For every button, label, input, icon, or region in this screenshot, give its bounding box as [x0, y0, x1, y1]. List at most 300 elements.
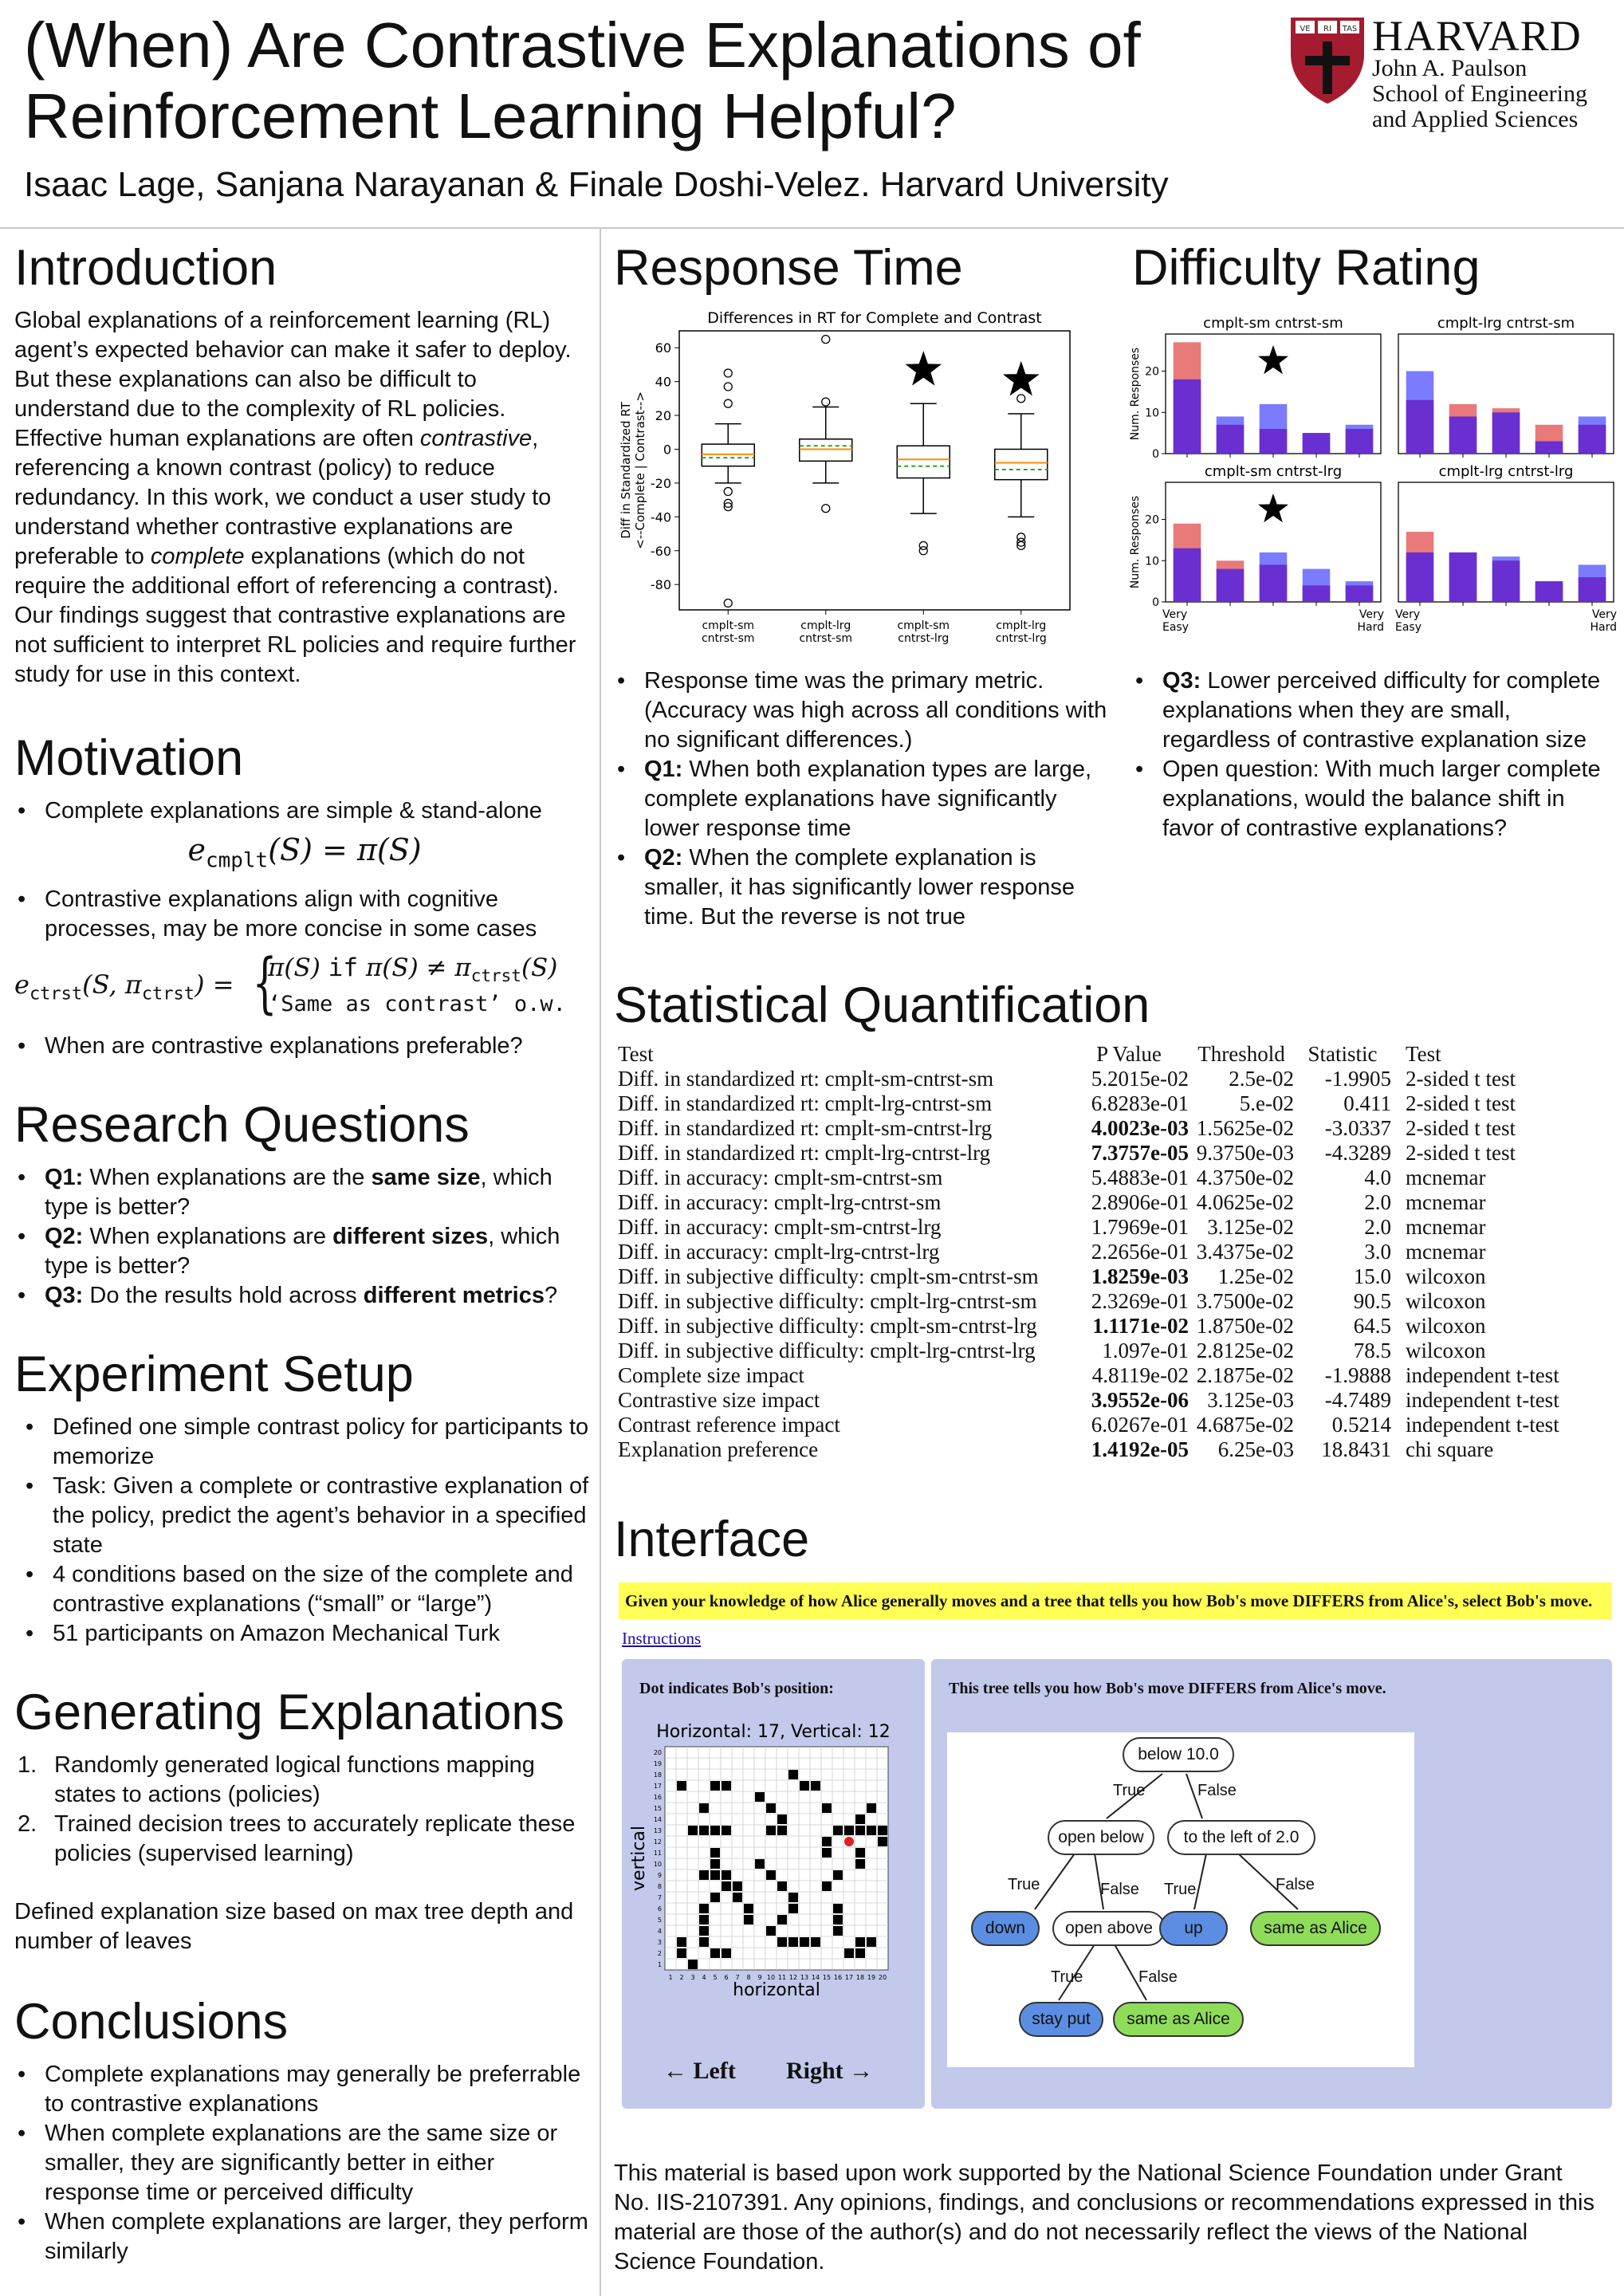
bar-complete [1449, 416, 1477, 454]
table-cell-statistic: -4.3289 [1324, 1141, 1391, 1165]
bar-complete [1579, 425, 1606, 454]
stat-col-test: Test [618, 1042, 654, 1066]
blocked-cell [766, 1870, 776, 1880]
grid-x-label: 12 [788, 1974, 798, 1981]
blocked-cell [855, 1859, 865, 1869]
text-segment: Lower perceived difficulty for complete explanations when they are small, regardless of contrastive explanation size [1162, 668, 1601, 753]
x-tick-label: cmplt-lrg [996, 619, 1047, 632]
tree-leaf-same-1: same as Alice [1250, 1911, 1381, 1946]
grid-x-label: 3 [690, 1974, 695, 1981]
shield-book-1: VE [1300, 25, 1311, 33]
text-segment: explanations (which do not require the additional effort of referencing a contrast). Our findings suggest that contrastive explanations are not sufficient to interpret RL policies and require further study for use in this context. [14, 544, 576, 687]
blocked-cell [788, 1904, 798, 1913]
table-cell-threshold: 1.5625e-02 [1196, 1116, 1294, 1140]
blocked-cell [710, 1781, 720, 1791]
bob-position-dot [844, 1837, 854, 1846]
blocked-cell [699, 1803, 709, 1813]
tree-node-root: below 10.0 [1123, 1737, 1234, 1772]
blocked-cell [855, 1826, 865, 1835]
gen-item-1: 1. Randomly generated logical functions mapping states to actions (policies) [18, 1751, 535, 1807]
box-flier [724, 399, 732, 407]
significance-star [1003, 361, 1040, 396]
table-cell-test: Diff. in standardized rt: cmplt-sm-cntrst-sm [618, 1067, 994, 1091]
y-tick-label: 0 [663, 442, 671, 458]
y-tick-label: 40 [655, 374, 671, 390]
text-segment: complete [150, 544, 245, 569]
table-cell-kind: independent t-test [1406, 1363, 1559, 1387]
blocked-cell [710, 1893, 720, 1902]
table-cell-p: 1.4192e-05 [1091, 1437, 1189, 1461]
table-cell-p: 1.1171e-02 [1092, 1314, 1189, 1338]
table-cell-threshold: 1.25e-02 [1217, 1264, 1294, 1288]
generating-explanations-section [14, 1684, 595, 1956]
text-segment: Q1: [644, 757, 683, 782]
table-cell-statistic: 15.0 [1353, 1264, 1391, 1288]
instructions-link[interactable]: Instructions [622, 1629, 702, 1648]
y-tick-label: 10 [1145, 407, 1159, 420]
box-flier [822, 398, 830, 406]
blocked-cell [844, 1948, 854, 1958]
grid-title: Horizontal: 17, Vertical: 12 [656, 1722, 891, 1742]
task-banner: Given your knowledge of how Alice generally moves and a tree that tells you how Bob's move DIFFERS from Alice's, select Bob's move. [619, 1582, 1612, 1619]
table-cell-threshold: 6.25e-03 [1217, 1437, 1294, 1461]
table-cell-threshold: 1.8750e-02 [1196, 1314, 1294, 1338]
grid-x-label: 2 [679, 1974, 684, 1981]
tree-panel [931, 1659, 1612, 2109]
table-cell-p: 1.7969e-01 [1091, 1215, 1189, 1239]
grid-y-label: 20 [653, 1749, 662, 1756]
text-segment: Response time was the primary metric. (Accuracy was high across all conditions with no significant differences.) [644, 668, 1107, 753]
bar-complete [1260, 564, 1288, 602]
panel-title: cmplt-lrg cntrst-lrg [1438, 463, 1574, 480]
table-cell-threshold: 3.7500e-02 [1196, 1289, 1294, 1313]
box-flier [1017, 395, 1025, 403]
gen-item-2: 2. Trained decision trees to accurately replicate these policies (supervised learning) [18, 1810, 576, 1866]
blocked-cell [788, 1770, 798, 1779]
tree-panel-title: This tree tells you how Bob's move DIFFERS from Alice's move. [949, 1680, 1386, 1697]
blocked-cell [788, 1937, 798, 1947]
introduction-section [14, 239, 595, 690]
table-cell-p: 6.8283e-01 [1091, 1091, 1189, 1115]
table-cell-statistic: 64.5 [1353, 1314, 1391, 1338]
table-cell-p: 2.3269e-01 [1091, 1289, 1189, 1313]
table-cell-p: 4.8119e-02 [1091, 1363, 1189, 1387]
x-tick-label: Very [1162, 608, 1188, 621]
table-cell-statistic: -1.9888 [1324, 1363, 1391, 1387]
blocked-cell [688, 1960, 698, 1969]
y-tick-label: -40 [650, 509, 671, 525]
setup-item: • 51 participants on Amazon Mechanical Turk [22, 1619, 595, 1649]
interface-heading: Interface [614, 1512, 810, 1567]
table-cell-kind: 2-sided t test [1406, 1141, 1516, 1165]
grid-x-label: 17 [844, 1974, 854, 1981]
table-cell-statistic: 78.5 [1353, 1339, 1391, 1362]
table-cell-test: Diff. in subjective difficulty: cmplt-lrg-cntrst-lrg [618, 1339, 1036, 1362]
motivation-bullet-3: • When are contrastive explanations preferable? [14, 1032, 595, 1061]
table-cell-statistic: 90.5 [1353, 1289, 1391, 1313]
gen-note: Defined explanation size based on max tree depth and number of leaves [14, 1898, 574, 1954]
table-row [618, 1190, 1559, 1215]
x-tick-label: cmplt-lrg [800, 619, 851, 632]
table-cell-test: Diff. in standardized rt: cmplt-sm-cntrst-lrg [618, 1116, 993, 1140]
table-cell-statistic: 0.5214 [1331, 1413, 1391, 1437]
table-cell-p: 3.9552e-06 [1091, 1388, 1189, 1412]
table-cell-threshold: 4.6875e-02 [1196, 1413, 1294, 1437]
grid-y-label: 16 [653, 1794, 662, 1801]
grid-y-label: 5 [657, 1917, 662, 1924]
bar-complete [1260, 429, 1288, 454]
x-tick-label: Easy [1162, 621, 1189, 634]
blocked-cell [744, 1904, 753, 1913]
blocked-cell [733, 1881, 742, 1891]
table-cell-threshold: 2.5e-02 [1229, 1067, 1294, 1091]
grid-y-label: 2 [657, 1950, 662, 1957]
bar-complete [1217, 425, 1245, 454]
y-axis-label: Diff in Standardized RT [619, 402, 633, 539]
shield-book-3: TAS [1342, 25, 1358, 33]
bar-complete [1579, 577, 1606, 602]
table-cell-threshold: 2.8125e-02 [1196, 1339, 1294, 1362]
bar-complete [1536, 441, 1563, 454]
table-cell-kind: mcnemar [1406, 1166, 1486, 1189]
table-row [618, 1166, 1559, 1190]
blocked-cell [677, 1948, 686, 1958]
setup-item: • Defined one simple contrast policy for participants to memorize [22, 1413, 595, 1472]
table-cell-p: 7.3757e-05 [1091, 1141, 1189, 1165]
bar-complete [1174, 379, 1201, 454]
panel-title: cmplt-sm cntrst-sm [1203, 315, 1343, 332]
grid-y-label: 10 [653, 1861, 662, 1868]
bar-complete [1406, 400, 1434, 454]
blocked-cell [800, 1781, 809, 1791]
grid-x-axis-label: horizontal [733, 1980, 820, 2000]
rt-bullet-1 [614, 666, 1108, 755]
x-tick-label: cntrst-sm [701, 632, 755, 645]
rq-item-3 [14, 1281, 595, 1311]
table-cell-statistic: 2.0 [1364, 1215, 1391, 1239]
rt-bullet-2 [614, 755, 1108, 843]
grid-panel [622, 1659, 925, 2109]
y-tick-label: 20 [655, 408, 671, 424]
blocked-cell [777, 1915, 787, 1924]
blocked-cell [777, 1814, 787, 1824]
diff-bullet-2 [1132, 755, 1610, 843]
stat-col-threshold: Threshold [1197, 1042, 1285, 1066]
x-tick-label: cmplt-sm [897, 619, 950, 632]
table-cell-test: Explanation preference [618, 1437, 819, 1461]
shield-book-2: RI [1323, 25, 1331, 33]
plot-frame [679, 331, 1070, 610]
bar-complete [1217, 569, 1245, 602]
table-cell-test: Contrast reference impact [618, 1413, 840, 1437]
table-cell-kind: mcnemar [1406, 1240, 1486, 1264]
blocked-cell [722, 1870, 731, 1880]
blocked-cell [777, 1826, 787, 1835]
table-row [618, 1314, 1559, 1339]
research-questions-heading: Research Questions [14, 1096, 470, 1153]
conclusion-item: • When complete explanations are the same size or smaller, they are significantly better in either response time or perceived difficulty [14, 2119, 595, 2208]
bob-position-grid [622, 1715, 925, 2050]
decision-tree [947, 1732, 1414, 2067]
table-cell-test: Diff. in accuracy: cmplt-lrg-cntrst-lrg [618, 1240, 940, 1264]
table-row [618, 1116, 1559, 1141]
text-segment: , referencing a known contrast (policy) to reduce redundancy. In this work, we conduct a user study to understand whether contrastive explanations are preferable to [14, 426, 552, 569]
motivation-section [14, 729, 595, 1061]
table-cell-statistic: 2.0 [1364, 1190, 1391, 1214]
conclusions-heading: Conclusions [14, 1993, 289, 2050]
blocked-cell [867, 1803, 876, 1813]
table-cell-threshold: 9.3750e-03 [1196, 1141, 1294, 1165]
statistical-heading: Statistical Quantification [614, 977, 1150, 1033]
blocked-cell [755, 1859, 765, 1869]
experiment-setup-section [14, 1346, 595, 1649]
blocked-cell [811, 1781, 820, 1791]
blocked-cell [744, 1915, 753, 1924]
x-tick-label: Easy [1395, 621, 1422, 634]
equation-complete: $e_{cmplt}(S) = \pi(S)$ [187, 832, 422, 873]
tree-node-open-above: open above [1052, 1911, 1166, 1946]
poster-title: (When) Are Contrastive Explanations of Reinforcement Learning Helpful? [24, 10, 1141, 151]
box-flier [724, 488, 732, 496]
edge-label-true: True [1164, 1881, 1197, 1898]
blocked-cell [699, 1915, 709, 1924]
y-tick-label: -20 [650, 475, 671, 491]
blocked-cell [710, 1848, 720, 1858]
x-tick-label: Very [1591, 608, 1617, 621]
grid-x-label: 1 [668, 1974, 673, 1981]
text-segment: same size [371, 1164, 481, 1190]
x-tick-label: Very [1395, 608, 1421, 621]
header-divider [0, 227, 1624, 229]
table-cell-kind: independent t-test [1406, 1388, 1559, 1412]
table-cell-statistic: -1.9905 [1324, 1067, 1391, 1091]
bar-complete [1406, 552, 1434, 602]
table-cell-kind: 2-sided t test [1406, 1067, 1516, 1091]
grid-x-label: 7 [735, 1974, 740, 1981]
statistical-table [618, 1042, 1559, 1462]
bar-complete [1174, 548, 1201, 602]
edge-label-true: True [1008, 1876, 1040, 1893]
table-cell-p: 1.097e-01 [1102, 1339, 1189, 1362]
table-cell-kind: 2-sided t test [1406, 1116, 1516, 1140]
diff-bullet-1 [1132, 666, 1610, 755]
blocked-cell [855, 1814, 865, 1824]
blocked-cell [878, 1837, 887, 1846]
conclusions-section [14, 1993, 595, 2267]
table-cell-kind: chi square [1406, 1437, 1494, 1461]
y-tick-label: 20 [1145, 365, 1159, 379]
grid-y-label: 1 [657, 1961, 662, 1968]
blocked-cell [677, 1937, 686, 1947]
introduction-heading: Introduction [14, 240, 277, 296]
table-cell-threshold: 5.e-02 [1239, 1091, 1294, 1115]
motivation-heading: Motivation [14, 730, 244, 786]
grid-y-label: 12 [653, 1838, 662, 1846]
grid-x-label: 16 [833, 1974, 843, 1981]
box-body [995, 449, 1048, 479]
harvard-logo [1288, 12, 1614, 132]
table-cell-p: 6.0267e-01 [1091, 1413, 1189, 1437]
panel-title: cmplt-lrg cntrst-sm [1437, 315, 1575, 332]
x-tick-label: Hard [1590, 621, 1617, 634]
grid-y-label: 3 [657, 1939, 662, 1946]
table-cell-statistic: -4.7489 [1324, 1388, 1391, 1412]
table-cell-threshold: 3.125e-03 [1207, 1388, 1294, 1412]
text-segment: When both explanation types are large, complete explanations have significantly lower response time [644, 757, 1091, 841]
stat-header-row [618, 1042, 1559, 1067]
blocked-cell [811, 1937, 820, 1947]
difficulty-bar-charts [1127, 307, 1622, 658]
table-cell-test: Diff. in subjective difficulty: cmplt-sm-cntrst-lrg [618, 1314, 1037, 1338]
table-cell-threshold: 2.1875e-02 [1196, 1363, 1294, 1387]
blocked-cell [766, 1826, 776, 1835]
table-cell-threshold: 4.0625e-02 [1196, 1190, 1294, 1214]
tree-leaf-same-2: same as Alice [1113, 2002, 1244, 2037]
text-segment: ? [544, 1282, 558, 1308]
motivation-bullet-2: • Contrastive explanations align with cognitive processes, may be more concise in some cases [14, 885, 595, 944]
bar-complete [1303, 433, 1331, 454]
box-flier [724, 369, 732, 377]
grid-x-label: 9 [757, 1974, 762, 1981]
grid-x-label: 6 [724, 1974, 729, 1981]
blocked-cell [677, 1781, 686, 1791]
table-cell-p: 5.2015e-02 [1091, 1067, 1189, 1091]
bar-complete [1492, 412, 1520, 454]
edge-label-false: False [1276, 1876, 1315, 1893]
blocked-cell [833, 1926, 843, 1936]
text-segment: When explanations are the [83, 1164, 372, 1190]
table-row [618, 1240, 1559, 1264]
table-cell-threshold: 4.3750e-02 [1196, 1166, 1294, 1189]
table-cell-kind: wilcoxon [1406, 1339, 1486, 1362]
blocked-cell [855, 1937, 865, 1947]
y-axis-label: <--Complete | Contrast--> [633, 391, 647, 549]
box-flier [724, 383, 732, 391]
edge-label-false: False [1138, 1968, 1178, 1986]
table-row [618, 1067, 1559, 1091]
table-cell-p: 2.8906e-01 [1091, 1190, 1189, 1214]
grid-y-label: 6 [657, 1905, 662, 1913]
y-tick-label: -60 [650, 543, 671, 559]
box-flier [919, 547, 927, 555]
grid-x-label: 18 [855, 1974, 865, 1981]
blocked-cell [822, 1848, 832, 1858]
edge-label-false: False [1197, 1782, 1237, 1799]
table-cell-test: Diff. in standardized rt: cmplt-lrg-cntrst-sm [618, 1091, 993, 1115]
left-column [14, 239, 595, 2267]
blocked-cell [822, 1837, 832, 1846]
x-tick-label: cntrst-sm [799, 632, 853, 645]
blocked-cell [800, 1937, 809, 1947]
x-tick-label: Hard [1357, 621, 1384, 634]
text-segment: Q3: [45, 1282, 84, 1308]
edge-label-true: True [1051, 1968, 1083, 1986]
table-cell-test: Diff. in accuracy: cmplt-sm-cntrst-lrg [618, 1215, 942, 1239]
grid-y-axis-label: vertical [629, 1825, 649, 1892]
table-cell-kind: wilcoxon [1406, 1289, 1486, 1313]
difficulty-bullets [1132, 666, 1610, 843]
table-row [618, 1264, 1559, 1289]
blocked-cell [710, 1826, 720, 1835]
table-cell-statistic: 0.411 [1343, 1091, 1391, 1115]
text-segment: Q2: [644, 845, 683, 871]
grid-y-label: 8 [657, 1883, 662, 1890]
conclusion-item: • When complete explanations are larger, they perform similarly [14, 2208, 595, 2267]
table-row [618, 1413, 1559, 1437]
table-cell-statistic: 4.0 [1364, 1166, 1391, 1189]
text-segment: , which type is better? [45, 1164, 552, 1220]
blocked-cell [867, 1937, 876, 1947]
box-flier [822, 505, 830, 513]
text-segment: Open question: With much larger complete explanations, would the balance shift in favor of contrastive explanations? [1162, 757, 1601, 841]
blocked-cell [844, 1826, 854, 1835]
y-tick-label: 0 [1152, 596, 1159, 609]
table-cell-kind: mcnemar [1406, 1190, 1486, 1214]
blocked-cell [699, 1926, 709, 1936]
blocked-cell [699, 1826, 709, 1835]
blocked-cell [855, 1948, 865, 1958]
tree-node-open-below: open below [1048, 1820, 1154, 1855]
table-cell-statistic: -3.0337 [1324, 1116, 1391, 1140]
x-tick-label: Very [1359, 608, 1384, 621]
table-row [618, 1363, 1559, 1388]
seas-line-1: John A. Paulson [1372, 55, 1528, 81]
generating-explanations-heading: Generating Explanations [14, 1684, 564, 1740]
blocked-cell [833, 1904, 843, 1913]
blocked-cell [722, 1881, 731, 1891]
table-cell-statistic: 3.0 [1364, 1240, 1391, 1264]
table-row [618, 1388, 1559, 1413]
edge-openbelow-down [1035, 1854, 1075, 1909]
y-axis-label: Num. Responses [1129, 347, 1142, 441]
grid-y-label: 17 [653, 1783, 662, 1790]
y-tick-label: 60 [655, 340, 671, 356]
grid-x-label: 15 [822, 1974, 832, 1981]
grid-x-label: 4 [702, 1974, 706, 1981]
blocked-cell [699, 1904, 709, 1913]
equation-contrastive: $e_{ctrst}(S$, $\pi_{ctrst}$) = { π(S) if $\pi(S) \ne \pi_{ctrst}(S)$ ‘Same as contrast’ o.w. [14, 945, 566, 1021]
blocked-cell [710, 1870, 720, 1880]
blocked-cell [699, 1937, 709, 1947]
tree-leaf-down: down [971, 1911, 1040, 1946]
grid-y-label: 7 [657, 1894, 662, 1901]
blocked-cell [777, 1937, 787, 1947]
blocked-cell [833, 1915, 843, 1924]
box-body [897, 446, 950, 478]
left-button[interactable]: ← Left [663, 2058, 736, 2084]
harvard-wordmark: HARVARD [1372, 12, 1582, 60]
blocked-cell [833, 1826, 843, 1835]
box-flier [822, 336, 830, 344]
grid-y-label: 15 [653, 1805, 662, 1812]
grid-x-label: 11 [777, 1974, 787, 1981]
introduction-paragraph [14, 306, 595, 690]
research-questions-section [14, 1096, 595, 1311]
setup-item: • 4 conditions based on the size of the complete and contrastive explanations (“small” or “large”) [22, 1560, 595, 1619]
grid-x-label: 14 [811, 1974, 820, 1981]
significance-star [1258, 345, 1288, 374]
motivation-bullet-1: • Complete explanations are simple & stand-alone [14, 796, 595, 826]
right-button[interactable]: Right → [786, 2058, 874, 2084]
text-segment: , which type is better? [45, 1223, 560, 1279]
panel-title: cmplt-sm cntrst-lrg [1204, 463, 1343, 480]
grid-x-label: 10 [766, 1974, 776, 1981]
text-segment: Q1: [45, 1164, 84, 1190]
table-cell-kind: 2-sided t test [1406, 1091, 1516, 1115]
table-row [618, 1215, 1559, 1240]
column-divider [600, 229, 601, 2296]
blocked-cell [710, 1859, 720, 1869]
